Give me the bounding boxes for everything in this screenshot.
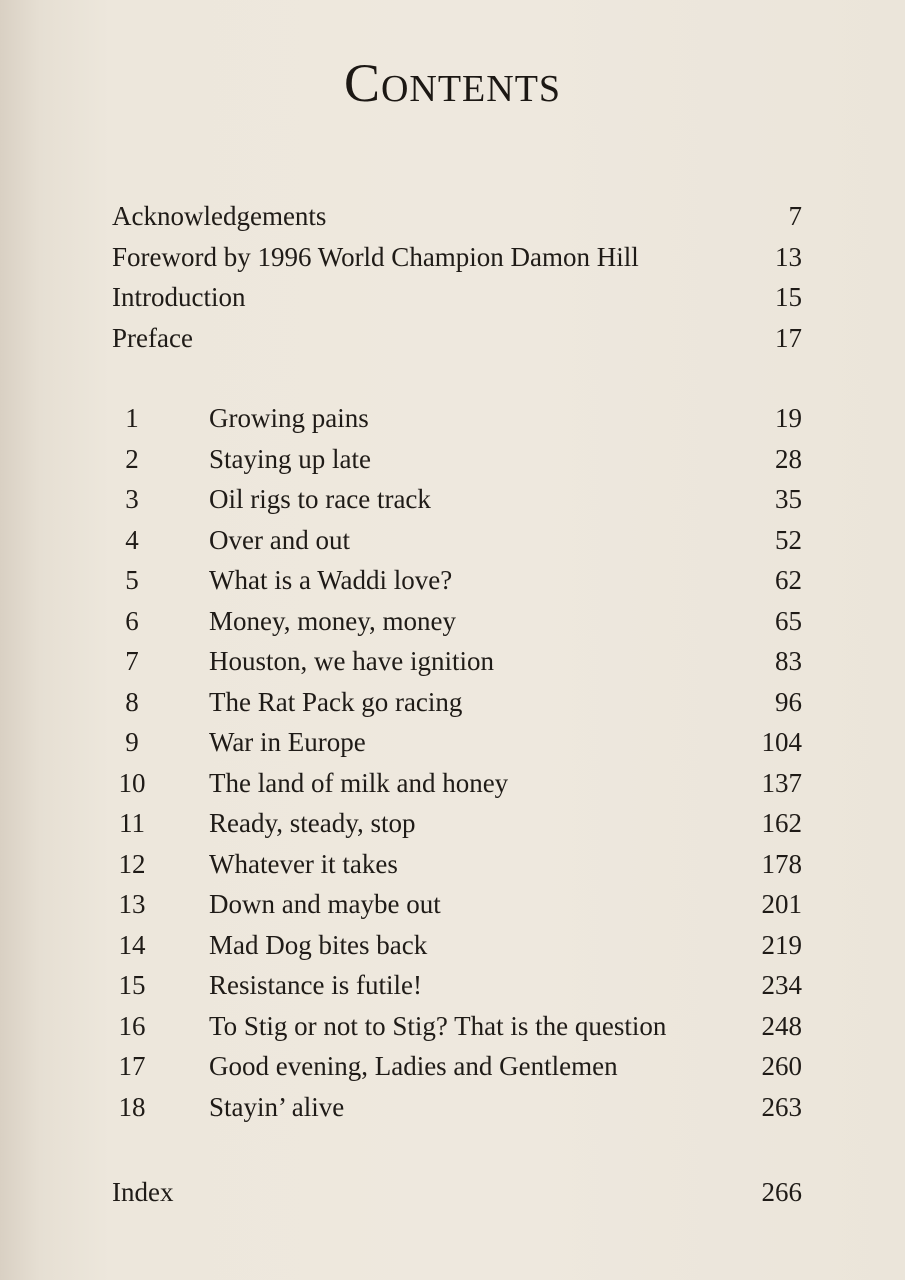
chapter-item xyxy=(112,560,802,601)
entry-page: 17 xyxy=(775,322,802,353)
index-entry xyxy=(112,1172,802,1213)
chapter-page: 137 xyxy=(761,767,802,798)
front-matter-item xyxy=(112,196,802,237)
chapter-item xyxy=(112,722,802,763)
chapter-item xyxy=(112,1087,802,1128)
chapter-title: Good evening, Ladies and Gentlemen xyxy=(209,1051,618,1081)
front-matter-item xyxy=(112,237,802,278)
chapter-number: 5 xyxy=(125,565,139,595)
chapter-page: 248 xyxy=(761,1010,802,1041)
chapter-page: 52 xyxy=(775,524,802,555)
chapter-title: Over and out xyxy=(209,524,350,555)
chapter-number: 10 xyxy=(118,767,146,798)
chapter-page: 263 xyxy=(761,1091,802,1122)
chapter-page: 65 xyxy=(775,605,802,636)
chapter-title: Resistance is futile! xyxy=(209,970,422,1000)
chapter-item xyxy=(112,439,802,480)
chapter-item xyxy=(112,884,802,925)
chapter-title: Ready, steady, stop xyxy=(209,808,416,838)
chapter-number: 11 xyxy=(119,808,145,838)
chapter-item xyxy=(112,844,802,885)
chapter-item xyxy=(112,803,802,844)
front-matter-item xyxy=(112,277,802,318)
chapter-item xyxy=(112,641,802,682)
chapter-number: 12 xyxy=(118,848,146,879)
chapter-item xyxy=(112,682,802,723)
chapter-number: 4 xyxy=(125,524,139,555)
entry-page: 7 xyxy=(788,201,802,231)
chapter-title: Money, money, money xyxy=(209,605,456,636)
chapter-title: Mad Dog bites back xyxy=(209,929,428,960)
chapter-number: 15 xyxy=(118,970,146,1000)
chapter-number: 6 xyxy=(125,605,139,636)
chapter-page: 28 xyxy=(775,443,802,474)
chapter-title: Oil rigs to race track xyxy=(209,484,431,514)
chapter-title: The Rat Pack go racing xyxy=(209,686,463,717)
chapter-number: 17 xyxy=(118,1051,146,1081)
chapter-item xyxy=(112,763,802,804)
chapter-page: 35 xyxy=(775,484,802,514)
chapter-title: The land of milk and honey xyxy=(209,767,509,798)
chapter-page: 62 xyxy=(775,565,802,595)
chapter-number: 3 xyxy=(125,484,139,514)
page-title: Contents xyxy=(343,53,562,113)
chapter-item xyxy=(112,1006,802,1047)
entry-page: 266 xyxy=(761,1177,802,1207)
chapter-page: 162 xyxy=(761,808,802,838)
entry-label: Acknowledgements xyxy=(112,201,327,231)
chapter-item xyxy=(112,965,802,1006)
chapter-title: Growing pains xyxy=(209,403,369,433)
chapter-item xyxy=(112,520,802,561)
chapter-page: 104 xyxy=(761,727,802,757)
entry-page: 13 xyxy=(775,241,802,272)
chapter-title: What is a Waddi love? xyxy=(209,565,453,595)
front-matter-item xyxy=(112,318,802,359)
chapter-item xyxy=(112,601,802,642)
entry-label: Preface xyxy=(112,322,193,353)
front-matter-list xyxy=(112,196,802,358)
chapter-number: 1 xyxy=(125,403,139,433)
chapter-number: 14 xyxy=(118,929,146,960)
chapter-item xyxy=(112,479,802,520)
chapter-page: 83 xyxy=(775,646,802,676)
chapter-title: War in Europe xyxy=(209,727,366,757)
chapter-title: Whatever it takes xyxy=(209,848,398,879)
chapter-number: 9 xyxy=(125,727,139,757)
chapter-page: 96 xyxy=(775,686,802,717)
entry-label: Foreword by 1996 World Champion Damon Hill xyxy=(112,241,639,272)
chapter-number: 13 xyxy=(118,889,146,919)
chapter-page: 178 xyxy=(761,848,802,879)
chapter-number: 8 xyxy=(125,686,139,717)
chapter-title: Stayin’ alive xyxy=(209,1091,345,1122)
chapter-title: Down and maybe out xyxy=(209,889,441,919)
chapter-number: 2 xyxy=(125,443,139,474)
chapter-page: 201 xyxy=(761,889,802,919)
chapter-list xyxy=(112,398,802,1127)
chapter-title: Houston, we have ignition xyxy=(209,646,494,676)
chapter-number: 7 xyxy=(125,646,139,676)
chapter-item xyxy=(112,398,802,439)
chapter-number: 18 xyxy=(118,1091,146,1122)
chapter-item xyxy=(112,925,802,966)
chapter-page: 234 xyxy=(761,970,802,1000)
entry-label: Introduction xyxy=(112,282,246,312)
chapter-title: Staying up late xyxy=(209,443,371,474)
chapter-page: 19 xyxy=(775,403,802,433)
entry-page: 15 xyxy=(775,282,802,312)
chapter-number: 16 xyxy=(118,1010,146,1041)
chapter-page: 260 xyxy=(761,1051,802,1081)
entry-label: Index xyxy=(112,1177,174,1207)
chapter-page: 219 xyxy=(761,929,802,960)
chapter-title: To Stig or not to Stig? That is the question xyxy=(209,1010,667,1041)
chapter-item xyxy=(112,1046,802,1087)
back-matter-item xyxy=(112,1172,802,1213)
